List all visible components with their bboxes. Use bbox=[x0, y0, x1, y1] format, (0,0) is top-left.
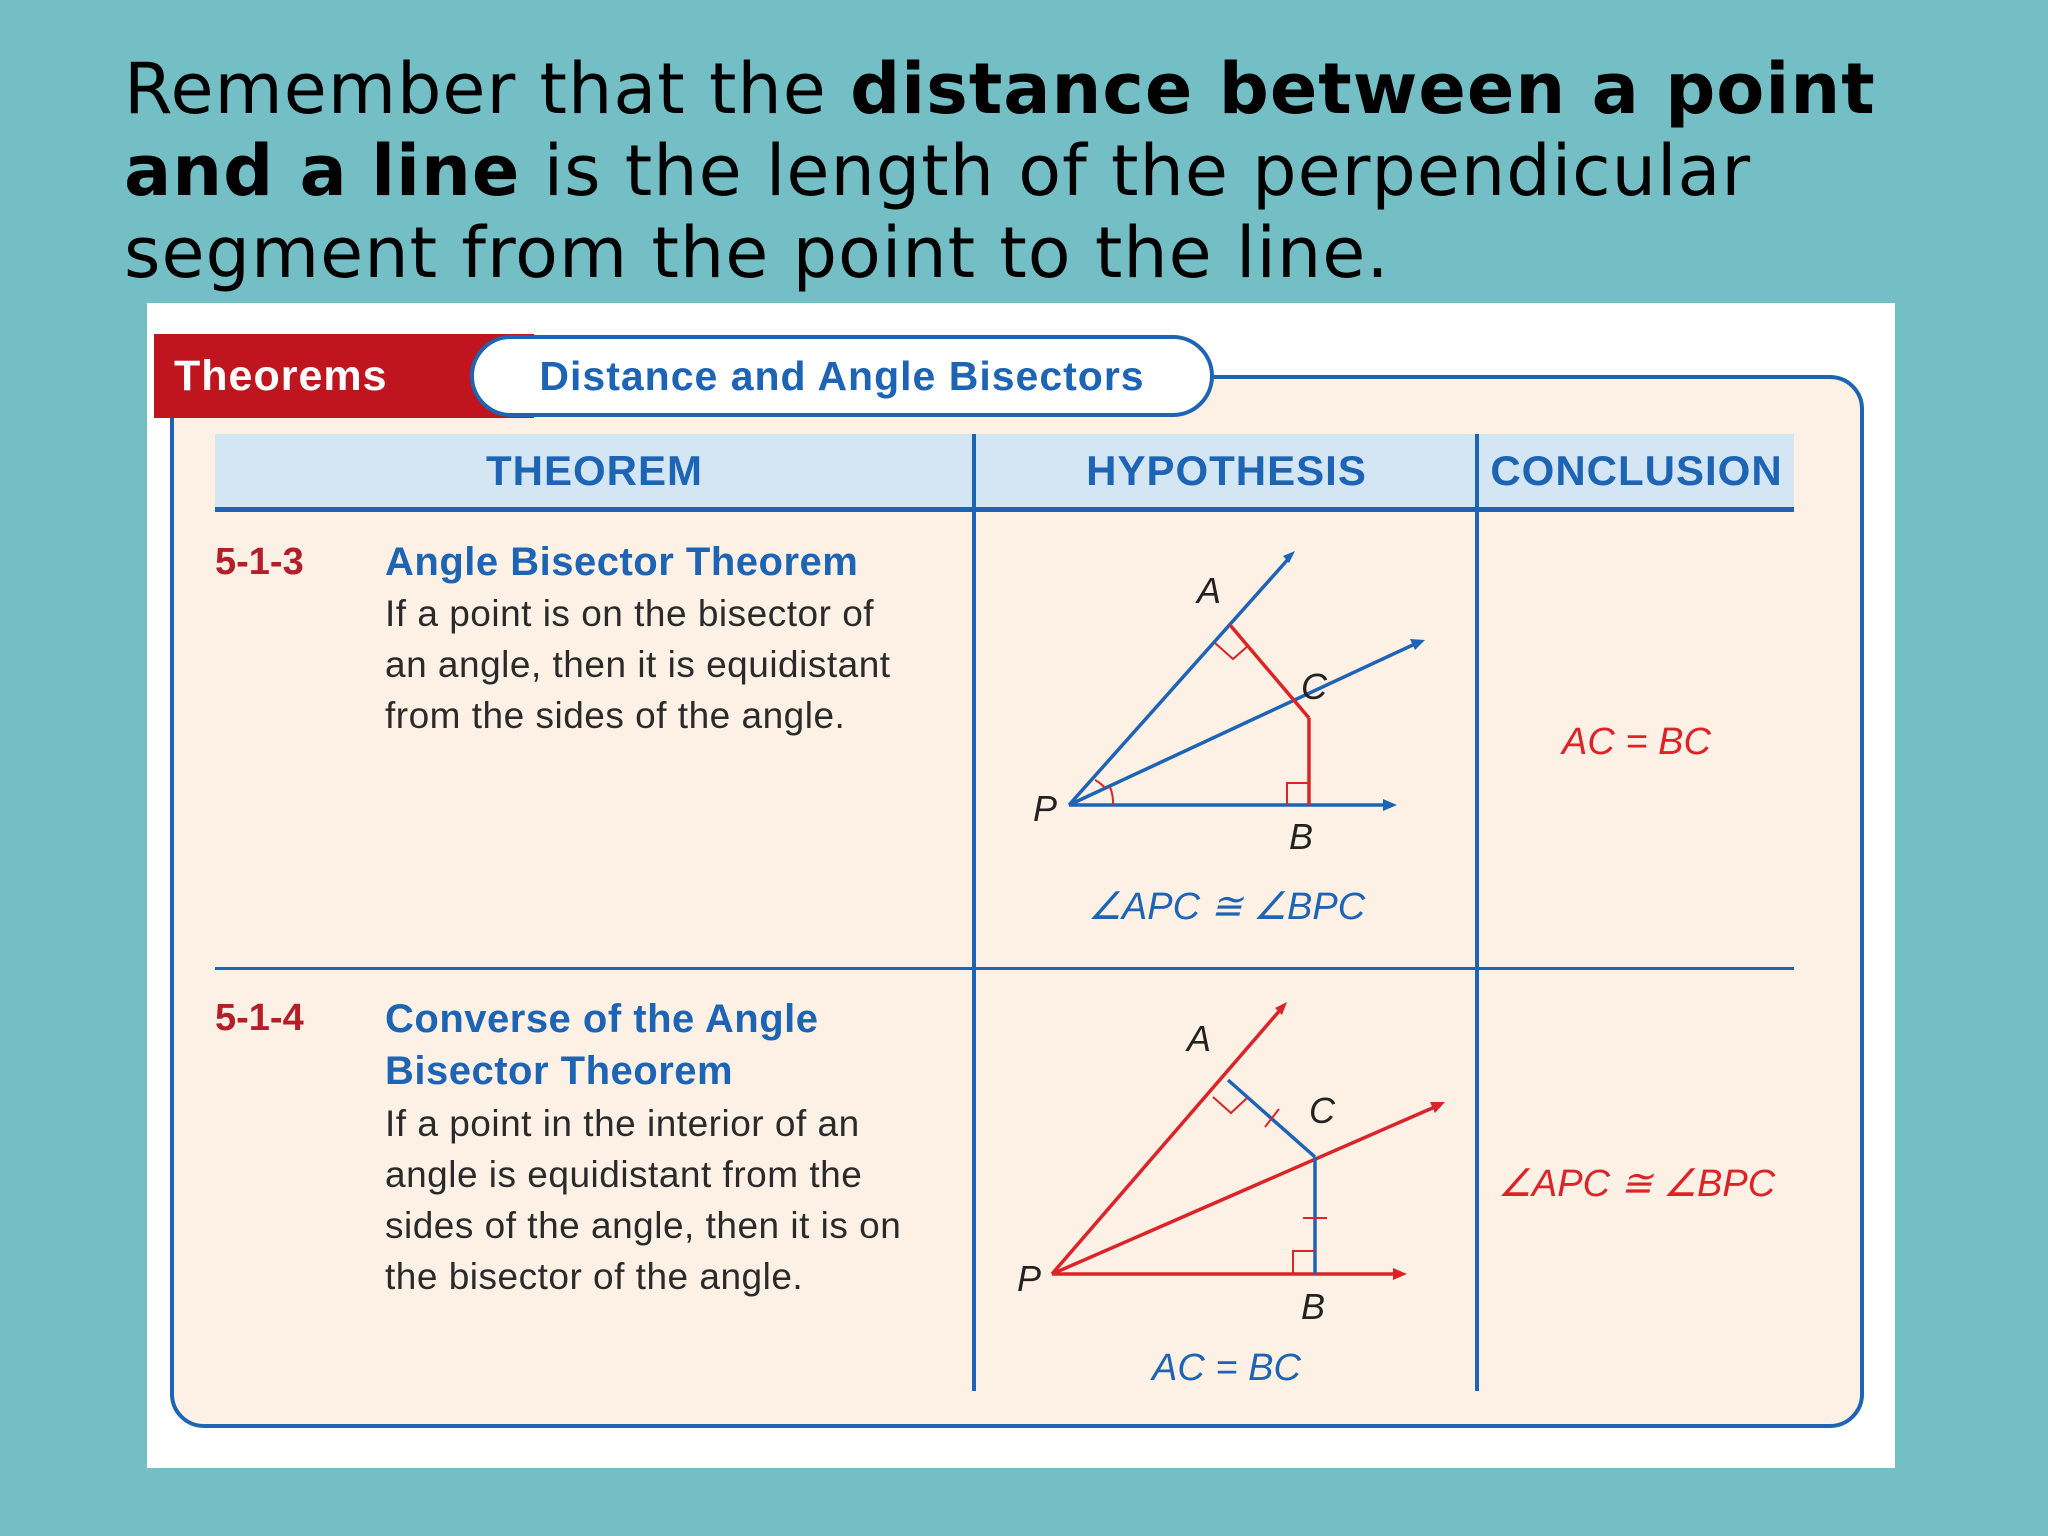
converse-title: Converse of the Angle Bisector Theorem bbox=[385, 997, 819, 1093]
ray-pa-2 bbox=[1052, 1009, 1281, 1274]
conclusion-formula: AC = BC bbox=[1562, 721, 1711, 763]
segment-ca bbox=[1230, 625, 1309, 718]
label-b: B bbox=[1289, 816, 1314, 857]
theorem-number: 5-1-3 bbox=[215, 541, 304, 583]
box-title: Distance and Angle Bisectors bbox=[470, 335, 1214, 417]
intro-bold-1: distance between a point and a bbox=[124, 48, 1876, 212]
theorem-title: Angle Bisector Theorem bbox=[385, 540, 859, 584]
intro-space bbox=[348, 130, 371, 212]
header-conclusion: CONCLUSION bbox=[1479, 434, 1794, 512]
arrowhead-b bbox=[1383, 799, 1397, 811]
converse-number: 5-1-4 bbox=[215, 997, 304, 1039]
right-angle-mark-b bbox=[1287, 783, 1309, 805]
right-angle-mark-a-2 bbox=[1213, 1097, 1247, 1113]
label-a-2: A bbox=[1187, 1018, 1212, 1059]
right-angle-mark-b-2 bbox=[1293, 1251, 1315, 1274]
theorem-card bbox=[147, 303, 1895, 1468]
theorems-tab: Theorems bbox=[154, 334, 534, 418]
row-divider bbox=[215, 967, 1794, 970]
label-p: P bbox=[1033, 788, 1058, 829]
ray-pa bbox=[1069, 557, 1290, 805]
intro-part-1: Remember that the bbox=[124, 48, 851, 130]
intro-text bbox=[124, 48, 2024, 294]
label-c: C bbox=[1301, 666, 1327, 707]
header-hypothesis: HYPOTHESIS bbox=[976, 434, 1477, 512]
label-a: A bbox=[1197, 570, 1222, 611]
ray-pc-2 bbox=[1052, 1106, 1437, 1274]
theorem-body: If a point is on the bisector of an angle, then it is equidistant from the sides of the angle. bbox=[385, 593, 891, 736]
angle-arc-bpc bbox=[1110, 787, 1113, 805]
angle-arc-apc bbox=[1095, 780, 1105, 788]
header-theorem: THEOREM bbox=[215, 434, 974, 512]
converse-body: If a point in the interior of an angle is equidistant from the sides of the angle, then it is on the bisector of the angle. bbox=[385, 1103, 902, 1297]
right-angle-mark-a bbox=[1215, 643, 1249, 659]
converse-diagram bbox=[997, 983, 1467, 1333]
converse-hypothesis: AC = BC bbox=[1152, 1347, 1301, 1389]
converse-conclusion: ∠APC ≅ ∠BPC bbox=[1497, 1163, 1776, 1205]
hypothesis-formula: ∠APC ≅ ∠BPC bbox=[1087, 886, 1366, 928]
intro-bold-2: line bbox=[371, 130, 521, 212]
arrowhead-b-2 bbox=[1393, 1268, 1407, 1280]
label-b-2: B bbox=[1301, 1286, 1326, 1327]
ray-pc bbox=[1069, 643, 1417, 805]
intro-part-2: is the length of the perpendicular segment from the point to the line. bbox=[124, 130, 1752, 294]
label-p-2: P bbox=[1017, 1258, 1042, 1299]
angle-bisector-diagram bbox=[997, 523, 1467, 863]
label-c-2: C bbox=[1309, 1090, 1335, 1131]
